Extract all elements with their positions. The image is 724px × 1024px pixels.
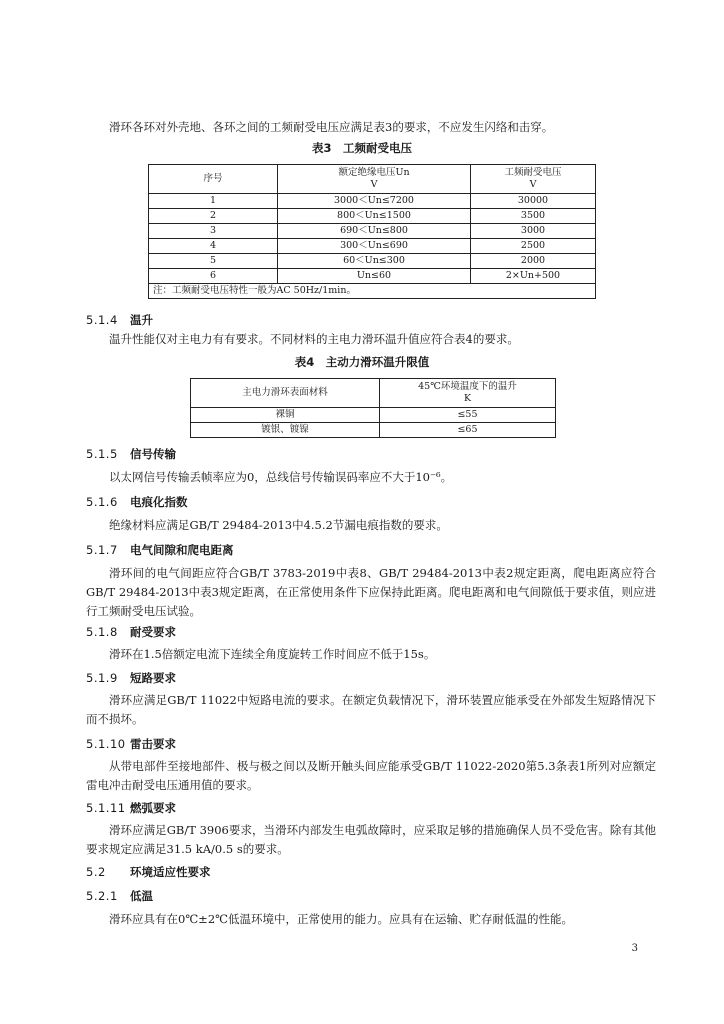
table-cell: 690＜Un≤800 xyxy=(278,224,471,239)
table3-caption: 表3 工频耐受电压 xyxy=(311,141,412,155)
header-line: 主电力滑环表面材料 xyxy=(242,387,328,398)
section-number: 5.1.7 xyxy=(86,543,118,557)
header-line: V xyxy=(370,179,378,190)
table-cell: 30000 xyxy=(471,194,596,209)
table-header xyxy=(278,165,471,194)
section-title: 短路要求 xyxy=(130,671,176,685)
table-header-row xyxy=(191,379,556,408)
table-cell: 2500 xyxy=(471,239,596,254)
page-number: 3 xyxy=(631,943,638,954)
header-line: K xyxy=(463,393,472,404)
section-number: 5.1.8 xyxy=(86,625,118,639)
section-heading-5-1-6 xyxy=(86,494,188,510)
table-cell: ≤65 xyxy=(380,423,556,438)
section-number: 5.1.10 xyxy=(86,737,126,751)
table-cell: 4 xyxy=(149,239,278,254)
table-header xyxy=(149,165,278,194)
table-cell: 镀银、镀镍 xyxy=(191,423,380,438)
section-heading-5-2-1 xyxy=(86,888,153,904)
section-heading-5-1-4 xyxy=(86,312,153,328)
section-title: 低温 xyxy=(130,889,153,903)
table-row xyxy=(191,408,556,423)
header-line: 45℃环境温度下的温升 xyxy=(418,381,517,392)
section-number: 5.1.11 xyxy=(86,801,126,815)
table-note: 注：工频耐受电压特性一般为AC 50Hz/1min。 xyxy=(149,284,596,299)
table-cell: 1 xyxy=(149,194,278,209)
section-number: 5.2.1 xyxy=(86,889,118,903)
table-header xyxy=(471,165,596,194)
paragraph: 滑环在1.5倍额定电流下连续全角度旋转工作时间应不低于15s。 xyxy=(109,647,436,661)
section-title: 环境适应性要求 xyxy=(130,865,211,879)
table-row xyxy=(149,269,596,284)
table3 xyxy=(148,164,596,299)
table-cell: 5 xyxy=(149,254,278,269)
table-cell: 2 xyxy=(149,209,278,224)
table-cell: 60＜Un≤300 xyxy=(278,254,471,269)
table-cell: 3000 xyxy=(471,224,596,239)
paragraph: 从带电部件至接地部件、极与极之间以及断开触头间应能承受GB/T 11022-2020第5.3条表1所列对应额定雷电冲击耐受电压通用值的要求。 xyxy=(86,759,656,792)
header-line: V xyxy=(529,179,537,190)
section-title: 燃弧要求 xyxy=(130,801,176,815)
section-heading-5-1-7 xyxy=(86,542,234,558)
table-cell: 6 xyxy=(149,269,278,284)
section-heading-5-1-9 xyxy=(86,670,176,686)
section-number: 5.2 xyxy=(86,865,106,879)
table-row xyxy=(149,224,596,239)
table-row xyxy=(149,254,596,269)
paragraph: 以太网信号传输丢帧率应为0，总线信号传输误码率应不大于10⁻⁶。 xyxy=(109,470,453,484)
table-header xyxy=(380,379,556,408)
table-row xyxy=(191,423,556,438)
table-cell: 3 xyxy=(149,224,278,239)
section-heading-5-1-10 xyxy=(86,736,176,752)
table4 xyxy=(190,378,556,438)
table-header xyxy=(191,379,380,408)
table-note-row xyxy=(149,284,596,299)
header-line: 工频耐受电压 xyxy=(504,167,562,178)
section-number: 5.1.9 xyxy=(86,671,118,685)
section-title: 温升 xyxy=(130,313,153,327)
table-cell: 2×Un+500 xyxy=(471,269,596,284)
table-cell: 300＜Un≤690 xyxy=(278,239,471,254)
section-heading-5-1-8 xyxy=(86,624,176,640)
header-line: 额定绝缘电压Un xyxy=(338,167,410,178)
table-header-row xyxy=(149,165,596,194)
table-cell: ≤55 xyxy=(380,408,556,423)
section-title: 电痕化指数 xyxy=(130,495,188,509)
section-heading-5-1-5 xyxy=(86,446,176,462)
paragraph: 滑环应满足GB/T 3906要求，当滑环内部发生电弧故障时，应采取足够的措施确保人员不受危害。除有其他要求规定应满足31.5 kA/0.5 s的要求。 xyxy=(86,823,656,856)
table4-caption: 表4 主动力滑环温升限值 xyxy=(294,355,430,369)
paragraph: 滑环应具有在0℃±2℃低温环境中，正常使用的能力。应具有在运输、贮存耐低温的性能。 xyxy=(109,912,573,926)
section-title: 雷击要求 xyxy=(130,737,176,751)
table-cell: 3500 xyxy=(471,209,596,224)
section-heading-5-1-11 xyxy=(86,800,176,816)
header-line: 序号 xyxy=(203,173,223,184)
table-cell: 2000 xyxy=(471,254,596,269)
paragraph: 滑环各环对外壳地、各环之间的工频耐受电压应满足表3的要求，不应发生闪络和击穿。 xyxy=(109,120,554,134)
table-cell: 3000＜Un≤7200 xyxy=(278,194,471,209)
section-heading-5-2 xyxy=(86,864,211,880)
table-row xyxy=(149,194,596,209)
table-cell: Un≤60 xyxy=(278,269,471,284)
section-title: 信号传输 xyxy=(130,447,176,461)
section-title: 耐受要求 xyxy=(130,625,176,639)
paragraph: 绝缘材料应满足GB/T 29484-2013中4.5.2节漏电痕指数的要求。 xyxy=(109,518,448,532)
paragraph: 温升性能仅对主电力有有要求。不同材料的主电力滑环温升值应符合表4的要求。 xyxy=(109,332,519,346)
section-title: 电气间隙和爬电距离 xyxy=(130,543,234,557)
table-cell: 裸铜 xyxy=(191,408,380,423)
section-number: 5.1.5 xyxy=(86,447,118,461)
paragraph: 滑环间的电气间距应符合GB/T 3783-2019中表8、GB/T 29484-2013中表2规定距离，爬电距离应符合GB/T 29484-2013中表3规定距离，在正常使用条件下应保持此距离。爬电距离和电气间隙低于要求值，则应进行工频耐受电压试验。 xyxy=(86,566,656,618)
section-number: 5.1.4 xyxy=(86,313,118,327)
table-cell: 800＜Un≤1500 xyxy=(278,209,471,224)
paragraph: 滑环应满足GB/T 11022中短路电流的要求。在额定负载情况下，滑环装置应能承受在外部发生短路情况下而不损坏。 xyxy=(86,693,656,726)
table-row xyxy=(149,239,596,254)
table-row xyxy=(149,209,596,224)
section-number: 5.1.6 xyxy=(86,495,118,509)
